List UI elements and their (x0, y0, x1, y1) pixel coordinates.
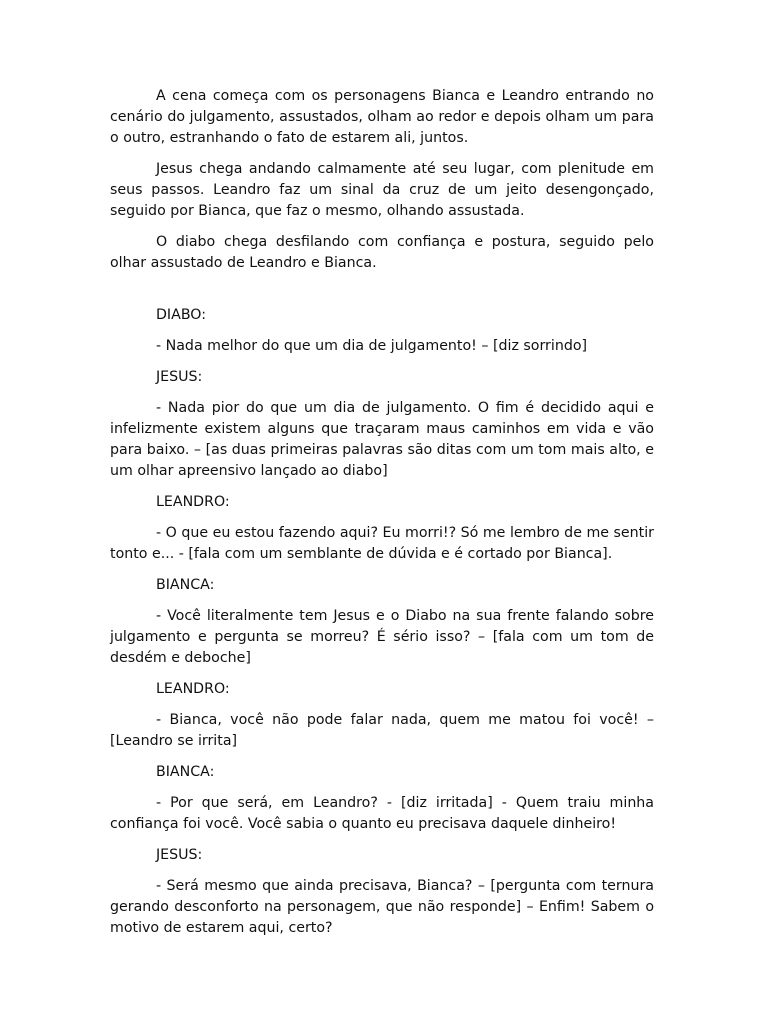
dialogue-line: - Nada pior do que um dia de julgamento. O fim é decidido aqui e infelizmente existem alguns que traçaram maus caminhos em vida e vão para baixo. – [as duas primeiras palavras são ditas com um tom mais alto, e um olhar apreensivo lançado ao diabo] (110, 400, 654, 479)
stage-direction-paragraph: O diabo chega desfilando com confiança e postura, seguido pelo olhar assustado de Leandro e Bianca. (110, 234, 654, 271)
speaker-label: LEANDRO: (156, 494, 230, 510)
speaker-label: BIANCA: (156, 764, 215, 780)
script-body (110, 86, 654, 949)
speaker-label: JESUS: (156, 369, 203, 385)
speaker-label: LEANDRO: (156, 681, 230, 697)
dialogue-line: - Você literalmente tem Jesus e o Diabo na sua frente falando sobre julgamento e pergunta se morreu? É sério isso? – [fala com um tom de desdém e deboche] (110, 608, 654, 666)
speaker-label: DIABO: (156, 307, 206, 323)
stage-direction-paragraph: Jesus chega andando calmamente até seu lugar, com plenitude em seus passos. Leandro faz um sinal da cruz de um jeito desengonçado, seguido por Bianca, que faz o mesmo, olhando assustada. (110, 161, 654, 219)
speaker-label: BIANCA: (156, 577, 215, 593)
dialogue-line: - Por que será, em Leandro? - [diz irritada] - Quem traiu minha confiança foi você. Você sabia o quanto eu precisava daquele dinheiro! (110, 795, 654, 832)
dialogue-line: - Bianca, você não pode falar nada, quem me matou foi você! – [Leandro se irrita] (110, 712, 654, 749)
dialogue-line: - Nada melhor do que um dia de julgamento! – [diz sorrindo] (156, 338, 588, 354)
dialogue-line: - O que eu estou fazendo aqui? Eu morri!? Só me lembro de me sentir tonto e... - [fala com um semblante de dúvida e é cortado por Bianca]. (110, 525, 654, 562)
dialogue-line: - Será mesmo que ainda precisava, Bianca? – [pergunta com ternura gerando desconforto na personagem, que não responde] – Enfim! Sabem o motivo de estarem aqui, certo? (110, 878, 654, 936)
stage-direction-paragraph: A cena começa com os personagens Bianca e Leandro entrando no cenário do julgamento, assustados, olham ao redor e depois olham um para o outro, estranhando o fato de estarem ali, juntos. (110, 88, 654, 146)
speaker-label: JESUS: (156, 847, 203, 863)
